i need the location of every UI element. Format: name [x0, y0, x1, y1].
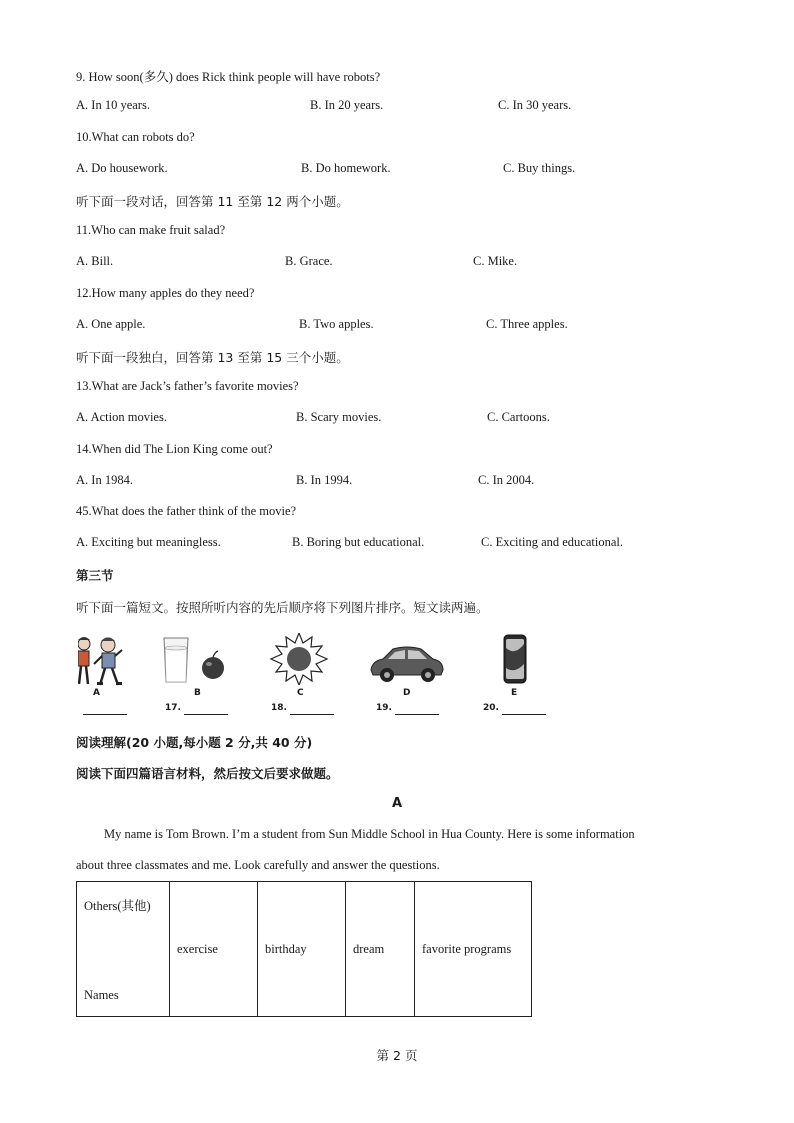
- picture-label: D: [403, 688, 411, 698]
- reading-instruction: 阅读下面四篇语言材料，然后按文后要求做题。: [76, 766, 339, 781]
- info-table: [76, 881, 532, 1017]
- answer-blank[interactable]: [83, 703, 127, 715]
- picture-label: A: [93, 688, 100, 698]
- car-picture: [369, 644, 445, 684]
- question-stem: 13.What are Jack’s father’s favorite movies?: [76, 379, 299, 393]
- question-stem: 9. How soon(多久) does Rick think people will have robots?: [76, 70, 381, 84]
- option-a: A. Exciting but meaningless.: [76, 535, 221, 549]
- table-header: favorite programs: [415, 882, 532, 1017]
- option-a: A. Do housework.: [76, 161, 168, 175]
- option-a: A. In 1984.: [76, 473, 133, 487]
- option-b: B. Grace.: [285, 254, 333, 268]
- reading-heading: 阅读理解(20 小题,每小题 2 分,共 40 分): [76, 735, 313, 750]
- passage-text: about three classmates and me. Look carefully and answer the questions.: [76, 858, 440, 872]
- option-c: C. Mike.: [473, 254, 518, 268]
- question-stem: 14.When did The Lion King come out?: [76, 442, 273, 456]
- section-instruction: 听下面一篇短文。按照所听内容的先后顺序将下列图片排序。短文读两遍。: [76, 600, 489, 615]
- corner-top-label: Others(其他): [84, 899, 151, 913]
- question-stem: 10.What can robots do?: [76, 130, 195, 144]
- dialogue-instruction: 听下面一段对话，回答第 11 至第 12 两个小题。: [76, 194, 349, 209]
- question-stem: 12.How many apples do they need?: [76, 286, 255, 300]
- milk-apple-picture: [160, 636, 230, 684]
- option-a: A. Action movies.: [76, 410, 167, 424]
- passage-text: My name is Tom Brown. I’m a student from Sun Middle School in Hua County. Here is some information: [104, 827, 635, 841]
- phone-picture: [503, 634, 527, 684]
- option-b: B. Two apples.: [299, 317, 374, 331]
- option-b: B. Do homework.: [301, 161, 391, 175]
- table-header: birthday: [258, 882, 346, 1017]
- children-picture: [78, 634, 128, 688]
- picture-label: E: [511, 688, 518, 698]
- option-a: A. In 10 years.: [76, 98, 150, 112]
- page-number: 第 2 页: [376, 1048, 418, 1063]
- corner-bottom-label: Names: [84, 988, 119, 1002]
- option-b: B. Scary movies.: [296, 410, 382, 424]
- blank-number: 18.: [271, 703, 287, 713]
- blank-number: 17.: [165, 703, 181, 713]
- option-c: C. Cartoons.: [487, 410, 550, 424]
- option-b: B. Boring but educational.: [292, 535, 425, 549]
- picture-label: B: [194, 688, 201, 698]
- picture-label: C: [297, 688, 304, 698]
- answer-blank[interactable]: [165, 703, 228, 715]
- option-c: C. In 2004.: [478, 473, 535, 487]
- answer-blank[interactable]: [483, 703, 546, 715]
- option-b: B. In 1994.: [296, 473, 353, 487]
- blank-number: 20.: [483, 703, 499, 713]
- option-b: B. In 20 years.: [310, 98, 384, 112]
- option-a: A. Bill.: [76, 254, 114, 268]
- monologue-instruction: 听下面一段独白，回答第 13 至第 15 三个小题。: [76, 350, 349, 365]
- table-header: dream: [346, 882, 415, 1017]
- question-stem: 11.Who can make fruit salad?: [76, 223, 226, 237]
- blank-number: 19.: [376, 703, 392, 713]
- option-c: C. Buy things.: [503, 161, 576, 175]
- answer-blank[interactable]: [271, 703, 334, 715]
- option-a: A. One apple.: [76, 317, 146, 331]
- table-header: exercise: [170, 882, 258, 1017]
- option-c: C. In 30 years.: [498, 98, 572, 112]
- question-stem: 45.What does the father think of the movie?: [76, 504, 297, 518]
- sun-picture: [269, 633, 329, 685]
- table-corner-cell: [77, 882, 170, 1017]
- section-title: 第三节: [76, 568, 114, 583]
- option-c: C. Exciting and educational.: [481, 535, 623, 549]
- answer-blank[interactable]: [376, 703, 439, 715]
- option-c: C. Three apples.: [486, 317, 568, 331]
- passage-label: A: [391, 796, 403, 811]
